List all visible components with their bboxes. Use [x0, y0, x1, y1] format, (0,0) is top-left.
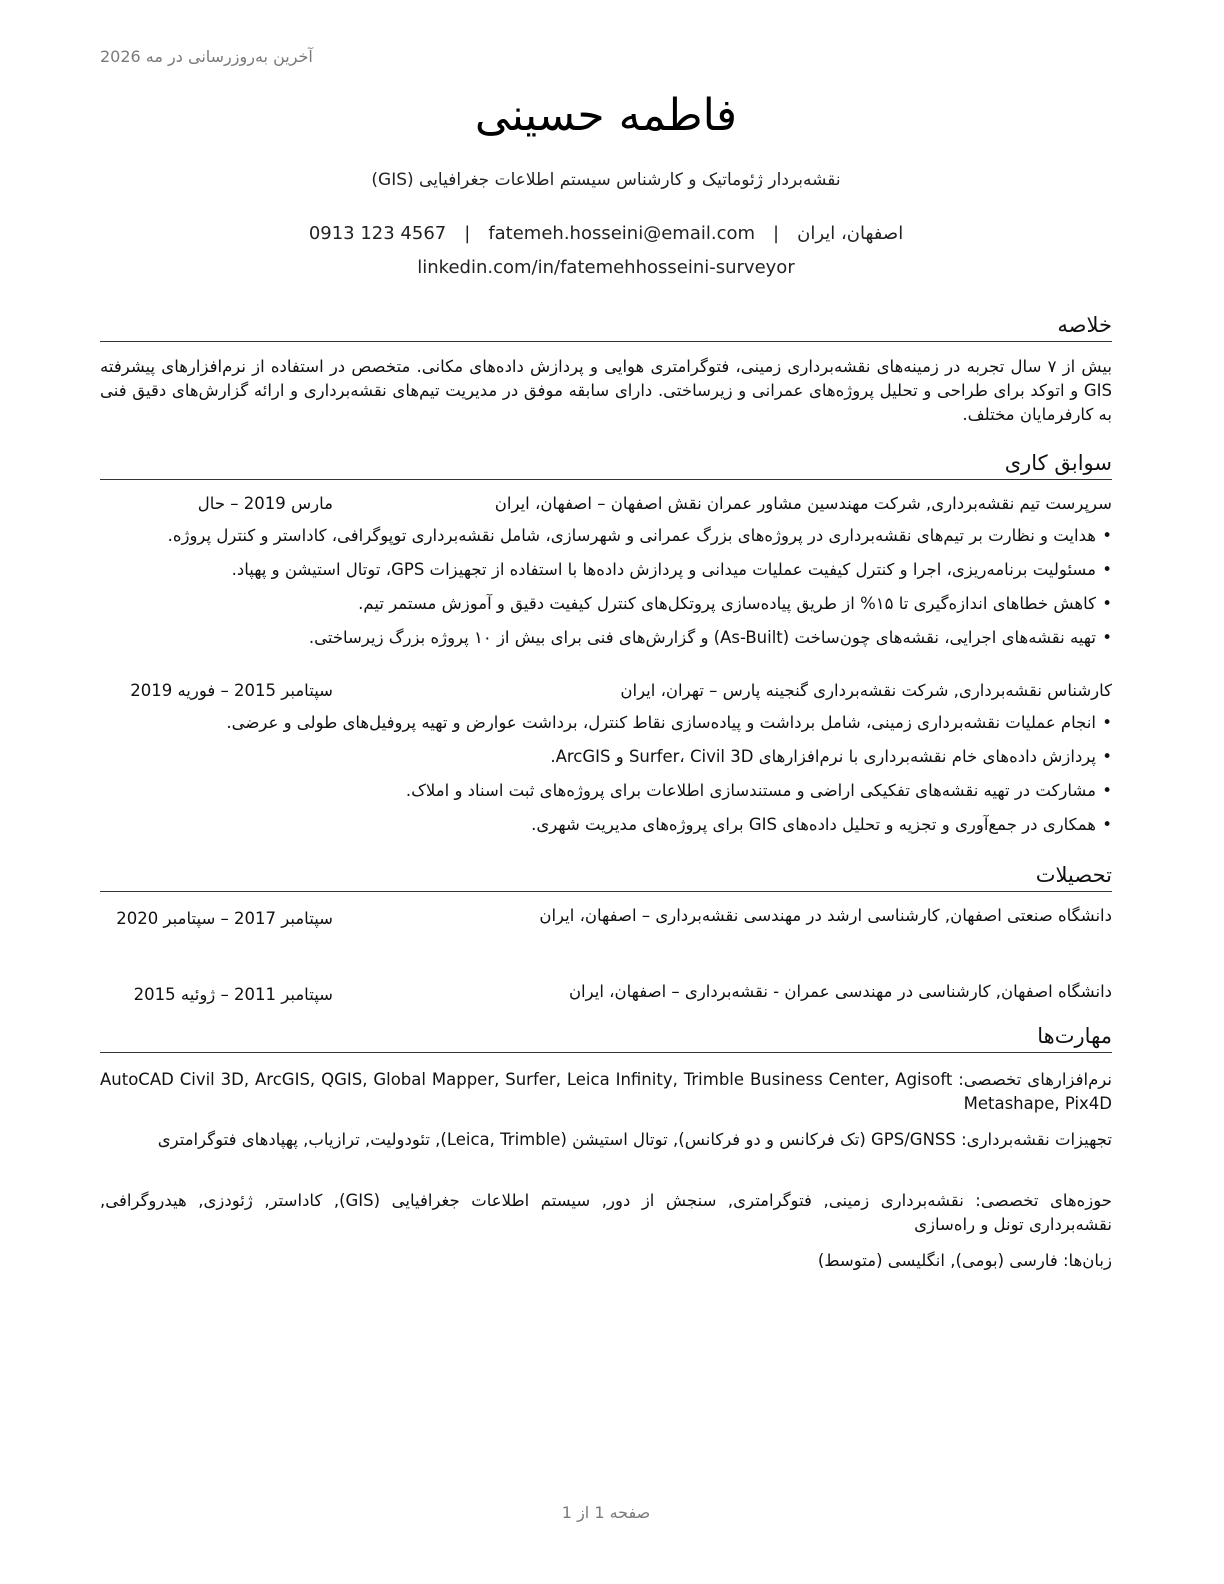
contact-email[interactable]: fatemeh.hosseini@email.com	[488, 223, 756, 244]
job-header	[100, 681, 1112, 707]
list-item: • پردازش داده‌های خام نقشه‌برداری با نرم‌افزارهای Surfer، Civil 3D و ArcGIS.	[550, 747, 1112, 766]
job-bullets	[100, 519, 1112, 655]
list-item: • مشارکت در تهیه نقشه‌های تفکیکی اراضی و مستندسازی اطلاعات برای پروژه‌های ثبت اسناد و املاک.	[405, 781, 1112, 800]
skill-line: نرم‌افزارهای تخصصی: AutoCAD Civil 3D, ArcGIS, QGIS, Global Mapper, Surfer, Leica Infinity, Trimble Business Center, Agisoft Metashape, Pix4D	[100, 1070, 1112, 1113]
list-item: • همکاری در جمع‌آوری و تجزیه و تحلیل داده‌های GIS برای پروژه‌های مدیریت شهری.	[531, 815, 1112, 834]
education-degree: دانشگاه اصفهان, کارشناسی در مهندسی عمران - نقشه‌برداری – اصفهان، ایران	[568, 982, 1112, 1001]
section-title-experience: سوابق کاری	[100, 449, 1112, 480]
list-item: • انجام عملیات نقشه‌برداری زمینی، شامل برداشت و پیاده‌سازی نقاط کنترل، برداشت عوارض و تهیه پروفیل‌های طولی و عرضی.	[226, 713, 1112, 732]
contact-line	[100, 223, 1112, 244]
summary-text: بیش از ۷ سال تجربه در زمینه‌های نقشه‌برداری زمینی، فتوگرامتری هوایی و پردازش داده‌های مکانی. متخصص در استفاده از نرم‌افزارهای پیشرفته GIS و اتوکد برای طراحی و تحلیل پروژه‌های عمرانی و زیرساختی. دارای سابقه موفق در مدیریت تیم‌های نقشه‌برداری و ارائه گزارش‌های دقیق فنی به کارفرمایان مختلف.	[100, 357, 1112, 424]
list-item: • کاهش خطاهای اندازه‌گیری تا ۱۵% از طریق پیاده‌سازی پروتکل‌های کنترل کیفیت دقیق و آموزش مستمر تیم.	[358, 594, 1112, 613]
job-title: کارشناس نقشه‌برداری, شرکت نقشه‌برداری گنجینه پارس – تهران، ایران	[620, 681, 1112, 700]
education-degree: دانشگاه صنعتی اصفهان, کارشناسی ارشد در مهندسی نقشه‌برداری – اصفهان، ایران	[539, 906, 1112, 925]
education-entry	[100, 906, 1112, 958]
job-dates: سپتامبر 2015 – فوریه 2019	[130, 681, 333, 700]
contact-separator: |	[773, 223, 780, 244]
education-dates: سپتامبر 2011 – ژوئیه 2015	[133, 985, 333, 1004]
job-header	[100, 494, 1112, 520]
linkedin-link[interactable]: linkedin.com/in/fatemehhosseini-surveyor	[417, 257, 795, 278]
candidate-headline: نقشه‌بردار ژئوماتیک و کارشناس سیستم اطلاعات جغرافیایی (GIS)	[371, 170, 841, 190]
section-title-skills: مهارت‌ها	[100, 1022, 1112, 1053]
education-entry	[100, 982, 1112, 1008]
list-item: • مسئولیت برنامه‌ریزی، اجرا و کنترل کیفیت عملیات میدانی و پردازش داده‌ها با استفاده از تجهیزات GPS، توتال استیشن و پهپاد.	[231, 560, 1112, 579]
section-title-education: تحصیلات	[100, 861, 1112, 892]
contact-location: اصفهان، ایران	[797, 223, 904, 244]
candidate-name: فاطمه حسینی	[474, 90, 738, 141]
skill-line: تجهیزات نقشه‌برداری: GPS/GNSS (تک فرکانس و دو فرکانس), توتال استیشن (Leica, Trimble), تئودولیت, ترازیاب, پهپادهای فتوگرامتری	[157, 1130, 1112, 1149]
job-bullets	[100, 706, 1112, 842]
list-item: • تهیه نقشه‌های اجرایی، نقشه‌های چون‌ساخت (As-Built) و گزارش‌های فنی برای بیش از ۱۰ پروژه بزرگ زیرساختی.	[308, 628, 1112, 647]
job-title: سرپرست تیم نقشه‌برداری, شرکت مهندسین مشاور عمران نقش اصفهان – اصفهان، ایران	[494, 494, 1112, 513]
education-dates: سپتامبر 2017 – سپتامبر 2020	[116, 909, 333, 928]
skill-line: حوزه‌های تخصصی: نقشه‌برداری زمینی, فتوگرامتری, سنجش از دور, سیستم اطلاعات جغرافیایی (GIS), کاداستر, ژئودزی, هیدروگرافی, نقشه‌برداری تونل و راه‌سازی	[100, 1191, 1112, 1234]
skill-line: زبان‌ها: فارسی (بومی), انگلیسی (متوسط)	[817, 1251, 1112, 1270]
section-title-summary: خلاصه	[100, 311, 1112, 342]
last-updated-note: آخرین به‌روزرسانی در مه 2026	[100, 47, 313, 66]
list-item: • هدایت و نظارت بر تیم‌های نقشه‌برداری در پروژه‌های بزرگ عمرانی و شهرسازی، شامل نقشه‌برداری توپوگرافی، کاداستر و کنترل پروژه.	[167, 526, 1112, 545]
contact-phone: 0913 123 4567	[308, 223, 447, 244]
job-dates: مارس 2019 – حال	[197, 494, 333, 513]
contact-separator: |	[464, 223, 471, 244]
page-number: صفحه 1 از 1	[561, 1503, 651, 1522]
resume-page	[100, 0, 1112, 1584]
